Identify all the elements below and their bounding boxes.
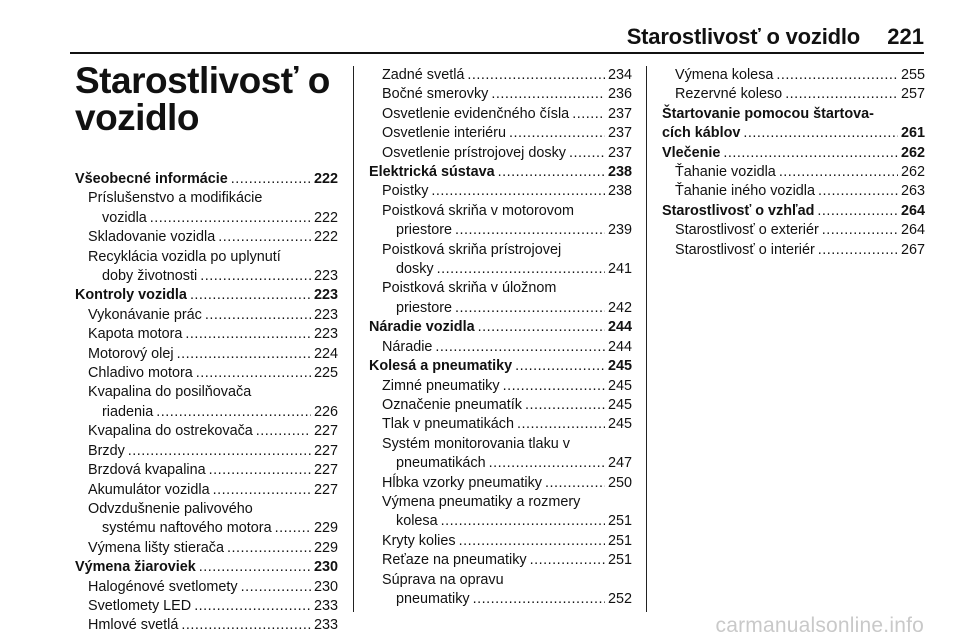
toc-page-number: 263 xyxy=(900,183,925,200)
toc-entry-label: Halogénové svetlomety xyxy=(88,578,238,595)
toc-page-number: 244 xyxy=(607,319,632,336)
toc-entry-label: Vykonávanie prác xyxy=(88,306,202,323)
dot-leader xyxy=(822,221,898,240)
toc-page-number: 229 xyxy=(313,520,338,537)
toc-entry-label: Bočné smerovky xyxy=(382,86,489,103)
toc-page-number: 255 xyxy=(900,67,925,83)
toc-entry-label: riadenia xyxy=(102,403,154,420)
toc-entry-text: Systém monitorovania tlaku v xyxy=(382,435,570,452)
toc-entry[interactable] xyxy=(75,481,338,500)
dot-leader xyxy=(194,597,311,616)
toc-page-number: 222 xyxy=(313,229,338,246)
toc-page-number: 250 xyxy=(607,474,632,491)
toc-entry-label: dosky xyxy=(396,261,434,278)
dot-leader xyxy=(200,267,311,286)
toc-page-number: 247 xyxy=(607,455,632,472)
toc-page-number: 245 xyxy=(607,416,632,433)
toc-page-number: 237 xyxy=(607,125,632,142)
dot-leader xyxy=(177,345,311,364)
dot-leader xyxy=(185,325,311,344)
toc-entry-text: Kvapalina do posilňovača xyxy=(88,384,252,401)
running-header-title: Starostlivosť o vozidlo xyxy=(626,24,860,49)
toc-entry-label: Zimné pneumatiky xyxy=(382,377,500,394)
toc-page-number: 239 xyxy=(607,222,632,239)
toc-entry[interactable] xyxy=(369,590,632,609)
toc-entry[interactable] xyxy=(369,124,632,143)
toc-entry-label: Osvetlenie interiéru xyxy=(382,125,506,142)
toc-section-entry[interactable] xyxy=(75,286,338,305)
toc-entry[interactable] xyxy=(369,454,632,473)
toc-entry-label: Výmena lišty stierača xyxy=(88,539,224,556)
toc-page-number: 223 xyxy=(313,287,338,304)
dot-leader xyxy=(498,163,605,182)
toc-page-number: 223 xyxy=(313,268,338,285)
toc-entry-label: Ťahanie iného vozidla xyxy=(675,183,816,200)
toc-entry[interactable] xyxy=(662,85,925,104)
dot-leader xyxy=(227,539,311,558)
toc-entry[interactable] xyxy=(369,415,632,434)
toc-entry[interactable] xyxy=(369,66,632,85)
toc-entry-label: Brzdová kvapalina xyxy=(88,462,206,479)
dot-leader xyxy=(545,474,605,493)
toc-entry-label: Vlečenie xyxy=(662,144,721,161)
dot-leader xyxy=(459,532,605,551)
toc-entry[interactable] xyxy=(369,105,632,124)
toc-entry[interactable] xyxy=(662,182,925,201)
toc-entry-label: kolesa xyxy=(396,513,438,530)
toc-entry-label: Elektrická sústava xyxy=(369,164,495,181)
dot-leader xyxy=(435,338,605,357)
toc-page-number: 262 xyxy=(900,144,925,161)
toc-page-number: 227 xyxy=(313,423,338,440)
toc-section-entry[interactable] xyxy=(662,144,925,163)
toc-entry[interactable] xyxy=(369,396,632,415)
toc-entry[interactable] xyxy=(369,338,632,357)
toc-entry-label: priestore xyxy=(396,222,452,239)
toc-page-number: 236 xyxy=(607,86,632,103)
toc-entry[interactable] xyxy=(75,422,338,441)
toc-column-3 xyxy=(662,66,925,260)
toc-page-number: 224 xyxy=(313,345,338,362)
toc-page-number: 226 xyxy=(313,403,338,420)
toc-entry[interactable] xyxy=(75,403,338,422)
chapter-title: Starostlivosť o vozidlo xyxy=(75,60,330,138)
toc-page-number: 227 xyxy=(313,442,338,459)
watermark: carmanualsonline.info xyxy=(715,614,924,637)
toc-page-number: 237 xyxy=(607,144,632,161)
toc-entry-text: Poistková skriňa prístrojovej xyxy=(382,241,562,258)
toc-entry[interactable] xyxy=(369,532,632,551)
toc-entry-label: Kapota motora xyxy=(88,326,183,343)
toc-entry-label: doby životnosti xyxy=(102,268,198,285)
dot-leader xyxy=(743,124,898,143)
dot-leader xyxy=(503,377,605,396)
toc-entry[interactable] xyxy=(369,182,632,201)
dot-leader xyxy=(572,105,605,124)
dot-leader xyxy=(491,85,605,104)
toc-page-number: 233 xyxy=(313,617,338,634)
dot-leader xyxy=(467,66,605,85)
toc-entry-label: Hmlové svetlá xyxy=(88,617,179,634)
dot-leader xyxy=(431,182,605,201)
toc-entry[interactable] xyxy=(369,144,632,163)
dot-leader xyxy=(478,318,605,337)
toc-page-number: 225 xyxy=(313,365,338,382)
toc-page-number: 252 xyxy=(607,590,632,607)
toc-entry[interactable] xyxy=(369,221,632,240)
toc-page-number: 251 xyxy=(607,552,632,569)
toc-entry-text: Súprava na opravu xyxy=(382,571,504,588)
toc-entry[interactable] xyxy=(369,260,632,279)
dot-leader xyxy=(723,144,898,163)
dot-leader xyxy=(128,442,311,461)
toc-page-number: 264 xyxy=(900,222,925,239)
toc-entry[interactable] xyxy=(75,461,338,480)
dot-leader xyxy=(817,202,898,221)
toc-page-number: 227 xyxy=(313,481,338,498)
toc-entry-label: pneumatikách xyxy=(396,455,486,472)
toc-entry-label: Kolesá a pneumatiky xyxy=(369,358,513,375)
page-number: 221 xyxy=(887,24,924,49)
dot-leader xyxy=(785,85,898,104)
toc-entry-label: Kontroly vozidla xyxy=(75,287,187,304)
dot-leader xyxy=(515,357,605,376)
toc-entry-text: Odvzdušnenie palivového xyxy=(88,500,253,517)
toc-page-number: 241 xyxy=(607,261,632,278)
toc-entry[interactable] xyxy=(369,377,632,396)
toc-page-number: 244 xyxy=(607,338,632,355)
toc-entry-label: Tlak v pneumatikách xyxy=(382,416,514,433)
toc-page-number: 238 xyxy=(607,183,632,200)
toc-entry[interactable] xyxy=(75,442,338,461)
toc-page-number: 222 xyxy=(313,171,338,187)
toc-section-entry[interactable] xyxy=(662,124,925,143)
toc-section-entry[interactable] xyxy=(369,357,632,376)
dot-leader xyxy=(525,396,605,415)
toc-entry-label: Kvapalina do ostrekovača xyxy=(88,423,253,440)
toc-page-number: 237 xyxy=(607,105,632,122)
toc-entry[interactable] xyxy=(75,345,338,364)
column-divider xyxy=(353,66,354,612)
toc-entry[interactable] xyxy=(75,364,338,383)
dot-leader xyxy=(441,512,605,531)
toc-page-number: 229 xyxy=(313,539,338,556)
dot-leader xyxy=(530,551,605,570)
dot-leader xyxy=(231,170,311,189)
toc-entry-label: Všeobecné informácie xyxy=(75,171,228,187)
toc-entry-label: Reťaze na pneumatiky xyxy=(382,552,527,569)
toc-page-number: 223 xyxy=(313,306,338,323)
toc-entry[interactable] xyxy=(662,221,925,240)
dot-leader xyxy=(181,616,311,635)
dot-leader xyxy=(779,163,898,182)
dot-leader xyxy=(489,454,605,473)
dot-leader xyxy=(213,481,311,500)
toc-entry[interactable] xyxy=(75,539,338,558)
toc-section-entry[interactable] xyxy=(75,170,338,189)
toc-page-number: 230 xyxy=(313,578,338,595)
toc-entry-label: Rezervné koleso xyxy=(675,86,783,103)
toc-section-entry[interactable] xyxy=(369,318,632,337)
toc-entry-label: Starostlivosť o vzhľad xyxy=(662,202,815,219)
dot-leader xyxy=(437,260,605,279)
toc-entry[interactable] xyxy=(662,66,925,85)
dot-leader xyxy=(473,590,605,609)
toc-entry-label: Náradie vozidla xyxy=(369,319,475,336)
toc-page-number: 233 xyxy=(313,597,338,614)
toc-page-number: 245 xyxy=(607,396,632,413)
toc-entry[interactable] xyxy=(75,616,338,635)
toc-entry-label: Hĺbka vzorky pneumatiky xyxy=(382,474,542,491)
dot-leader xyxy=(455,299,605,318)
toc-entry[interactable] xyxy=(75,228,338,247)
toc-entry-text: Poistková skriňa v úložnom xyxy=(382,280,557,297)
toc-entry-label: systému naftového motora xyxy=(102,520,272,537)
dot-leader xyxy=(455,221,605,240)
toc-entry[interactable] xyxy=(75,306,338,325)
toc-entry-label: Kryty kolies xyxy=(382,532,456,549)
toc-entry[interactable] xyxy=(75,325,338,344)
toc-entry-label: Skladovanie vozidla xyxy=(88,229,216,246)
toc-page-number: 234 xyxy=(607,67,632,83)
toc-entry[interactable] xyxy=(75,267,338,286)
toc-entry[interactable] xyxy=(369,299,632,318)
toc-entry[interactable] xyxy=(662,163,925,182)
toc-entry-text: Príslušenstvo a modifikácie xyxy=(88,190,263,207)
toc-entry[interactable] xyxy=(369,512,632,531)
toc-column-2 xyxy=(369,66,632,609)
dot-leader xyxy=(275,519,311,538)
toc-page-number: 242 xyxy=(607,299,632,316)
column-divider xyxy=(646,66,647,612)
dot-leader xyxy=(190,286,311,305)
toc-entry-label: vozidla xyxy=(102,209,147,226)
dot-leader xyxy=(150,209,311,228)
toc-entry[interactable] xyxy=(369,551,632,570)
toc-entry-label: Označenie pneumatík xyxy=(382,396,522,413)
toc-page-number: 222 xyxy=(313,209,338,226)
toc-entry-label: Osvetlenie evidenčného čísla xyxy=(382,105,570,122)
toc-section-heading: Štartovanie pomocou štartova- xyxy=(662,105,874,122)
dot-leader xyxy=(156,403,311,422)
toc-entry[interactable] xyxy=(75,519,338,538)
page-header xyxy=(70,22,924,54)
toc-entry-label: priestore xyxy=(396,299,452,316)
toc-entry[interactable] xyxy=(75,578,338,597)
dot-leader xyxy=(196,364,311,383)
toc-entry-text: Výmena pneumatiky a rozmery xyxy=(382,493,581,510)
toc-entry-label: Poistky xyxy=(382,183,429,200)
toc-entry-label: Výmena žiaroviek xyxy=(75,559,196,576)
toc-page-number: 230 xyxy=(313,559,338,576)
dot-leader xyxy=(256,422,311,441)
toc-entry-label: pneumatiky xyxy=(396,590,470,607)
toc-section-entry[interactable] xyxy=(369,163,632,182)
toc-entry-text: Recyklácia vozidla po uplynutí xyxy=(88,248,281,265)
toc-entry-label: Akumulátor vozidla xyxy=(88,481,210,498)
toc-page-number: 264 xyxy=(900,202,925,219)
toc-entry-label: Brzdy xyxy=(88,442,125,459)
toc-entry[interactable] xyxy=(369,85,632,104)
dot-leader xyxy=(218,228,311,247)
dot-leader xyxy=(776,66,898,85)
toc-page-number: 245 xyxy=(607,358,632,375)
toc-page-number: 227 xyxy=(313,462,338,479)
toc-page-number: 251 xyxy=(607,513,632,530)
toc-section-entry[interactable] xyxy=(75,558,338,577)
toc-entry-label: Výmena kolesa xyxy=(675,67,774,83)
toc-entry-label: Osvetlenie prístrojovej dosky xyxy=(382,144,566,161)
toc-page-number: 223 xyxy=(313,326,338,343)
toc-page-number: 238 xyxy=(607,164,632,181)
dot-leader xyxy=(205,306,311,325)
toc-page-number: 257 xyxy=(900,86,925,103)
toc-page-number: 245 xyxy=(607,377,632,394)
toc-entry-label: Starostlivosť o interiér xyxy=(675,241,815,258)
toc-page-number: 251 xyxy=(607,532,632,549)
dot-leader xyxy=(517,415,605,434)
toc-page-number: 261 xyxy=(900,125,925,142)
toc-page-number: 262 xyxy=(900,164,925,181)
dot-leader xyxy=(818,182,898,201)
toc-entry-text: Poistková skriňa v motorovom xyxy=(382,202,574,219)
toc-entry-label: Svetlomety LED xyxy=(88,597,192,614)
toc-entry-label: Motorový olej xyxy=(88,345,174,362)
dot-leader xyxy=(509,124,605,143)
dot-leader xyxy=(241,578,311,597)
toc-entry[interactable] xyxy=(75,597,338,616)
toc-entry[interactable] xyxy=(369,474,632,493)
dot-leader xyxy=(209,461,311,480)
dot-leader xyxy=(199,558,311,577)
toc-entry-label: Náradie xyxy=(382,338,433,355)
toc-entry[interactable] xyxy=(75,209,338,228)
toc-page-number: 267 xyxy=(900,241,925,258)
toc-entry-label: cích káblov xyxy=(662,125,741,142)
toc-section-entry[interactable] xyxy=(662,202,925,221)
toc-entry-label: Chladivo motora xyxy=(88,365,193,382)
toc-column-1 xyxy=(75,170,338,636)
toc-entry[interactable] xyxy=(662,241,925,260)
toc-entry-label: Zadné svetlá xyxy=(382,67,465,83)
toc-entry-label: Ťahanie vozidla xyxy=(675,164,776,181)
dot-leader xyxy=(569,144,605,163)
dot-leader xyxy=(818,241,898,260)
toc-entry-label: Starostlivosť o exteriér xyxy=(675,222,819,239)
